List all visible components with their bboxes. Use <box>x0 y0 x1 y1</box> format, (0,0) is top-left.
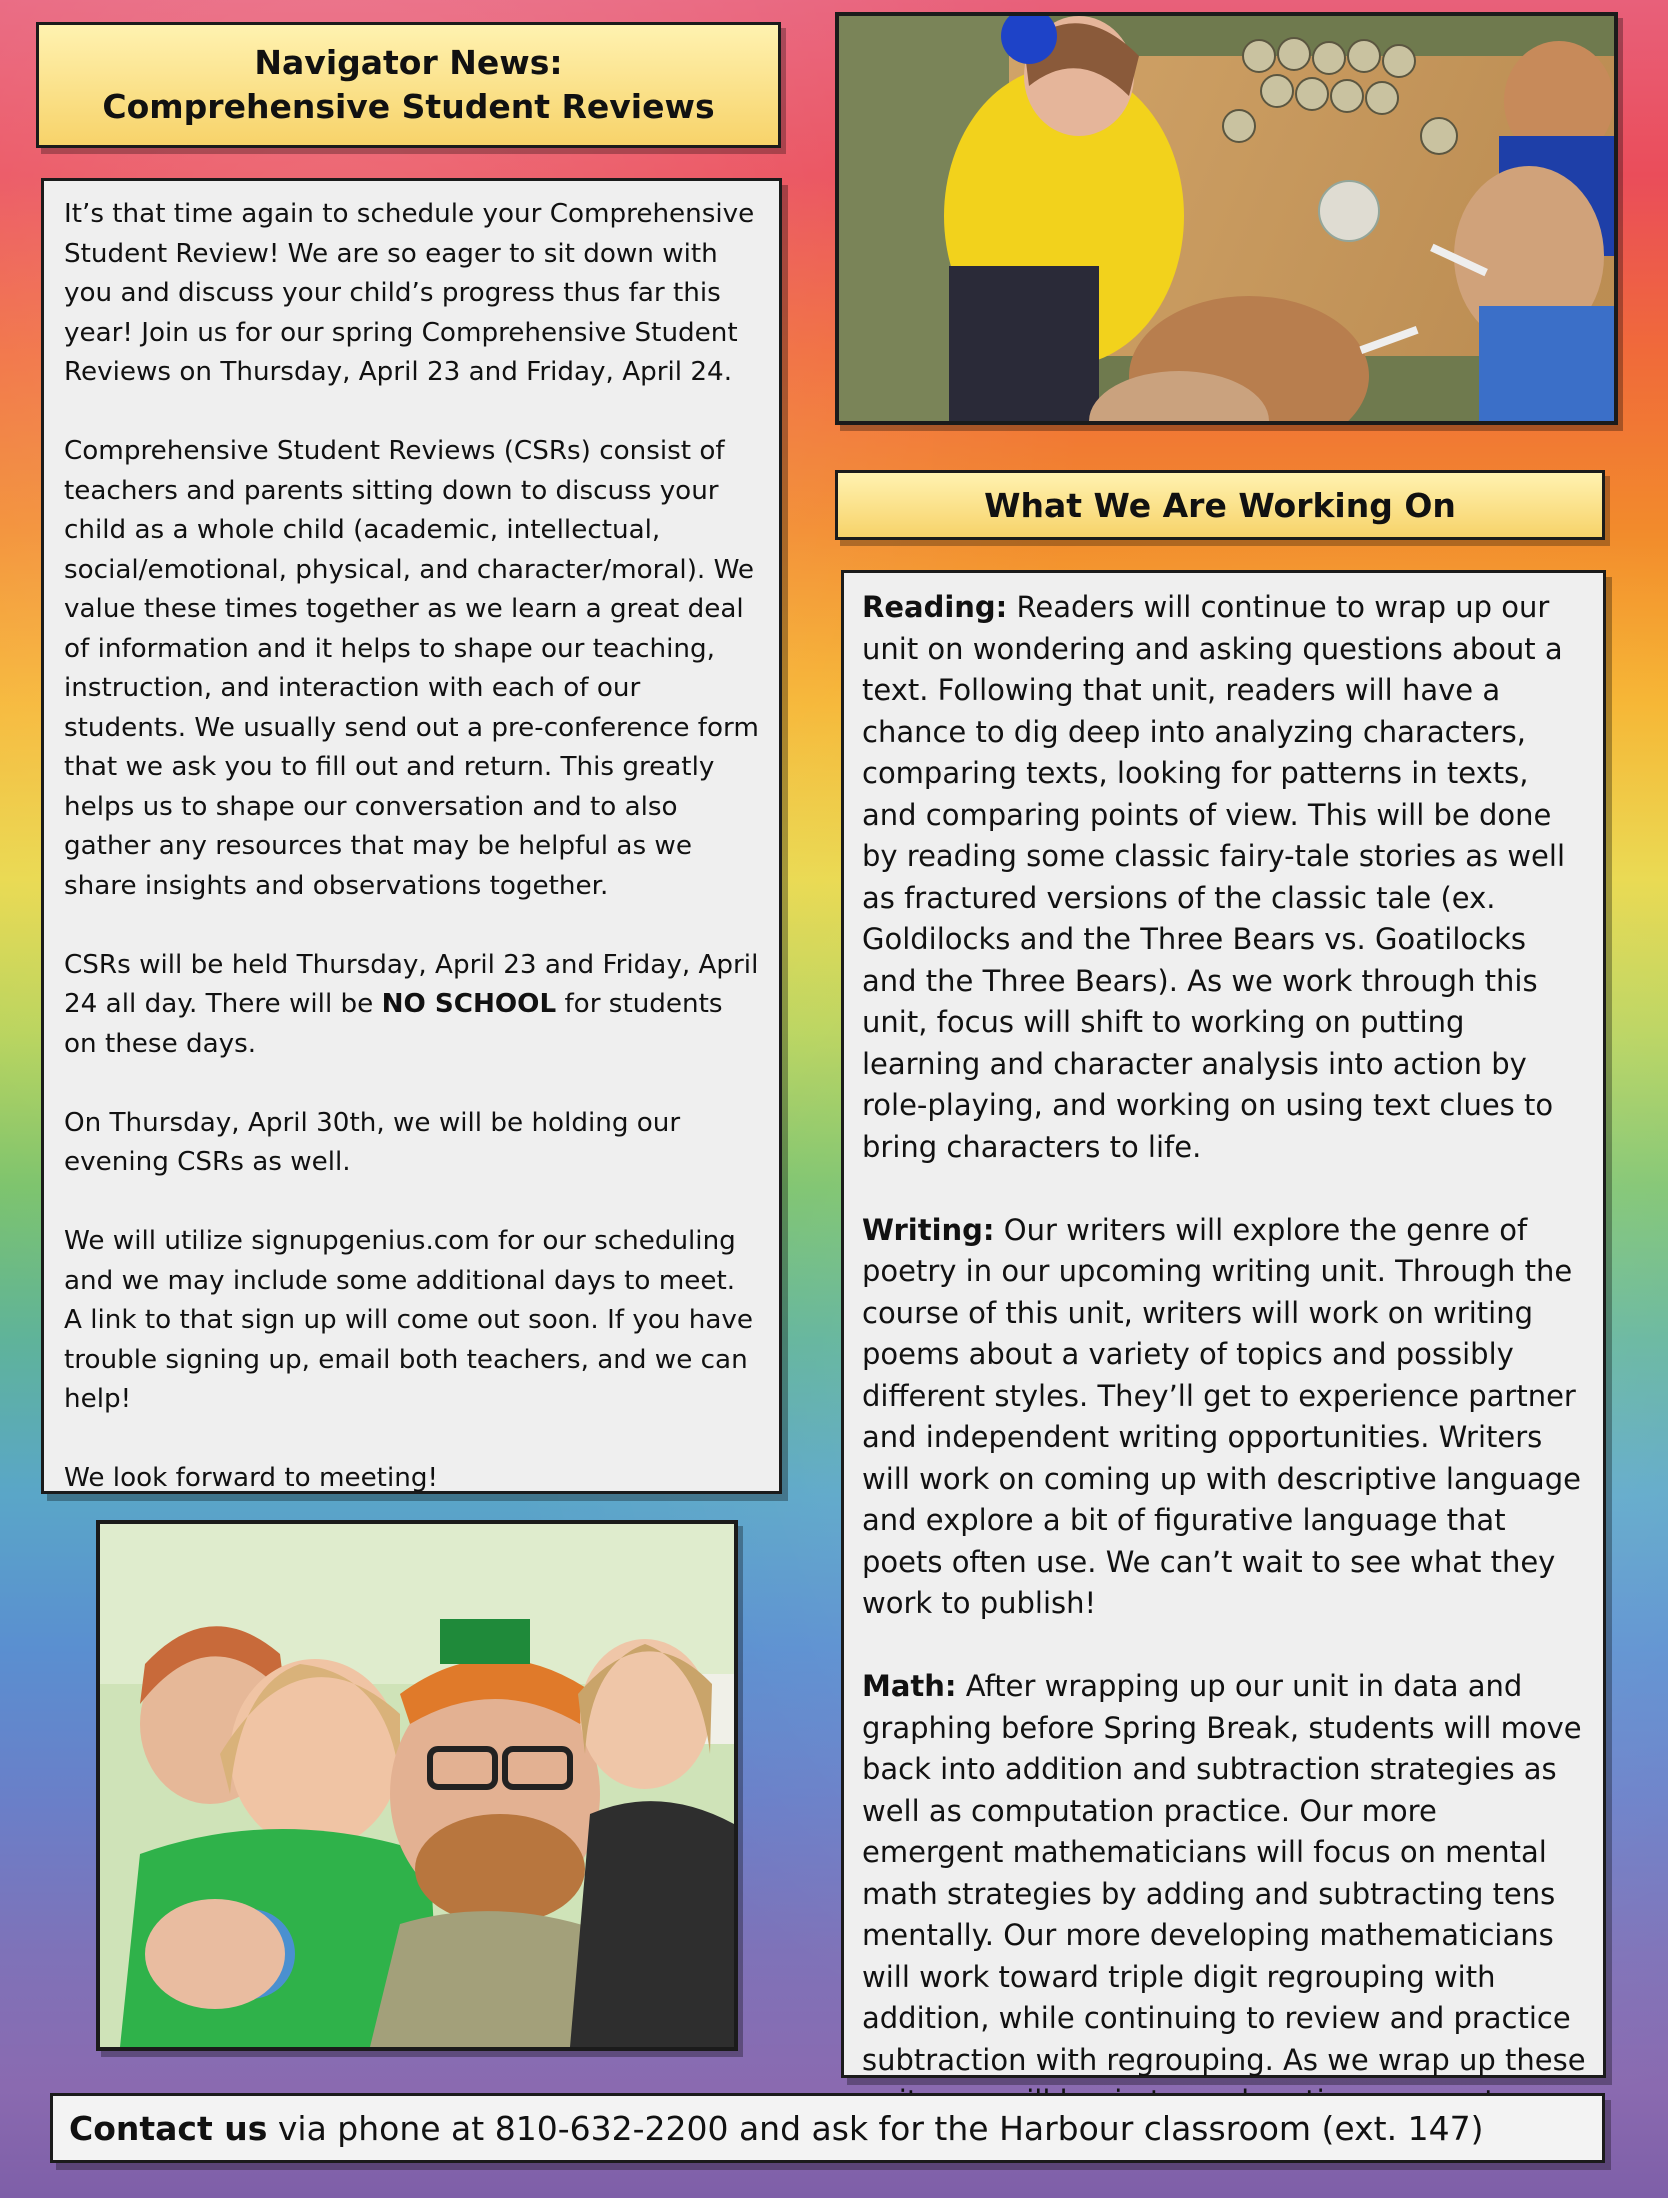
classroom-activity-photo <box>835 12 1618 425</box>
newsletter-title-line2: Comprehensive Student Reviews <box>102 87 715 126</box>
no-school-emphasis: NO SCHOOL <box>381 989 557 1019</box>
signup-paragraph: We will utilize signupgenius.com for our scheduling and we may include some additional days to meet. A link to that sign up will come out soon. If you have trouble signing up, email both teachers, and we can help! <box>64 1226 754 1414</box>
contact-details: via phone at 810-632-2200 and ask for the Harbour classroom (ext. 147) <box>267 2108 1484 2148</box>
class-selfie-photo <box>96 1520 738 2051</box>
csr-dates-text: CSRs will be held Thursday, April 23 and Friday, April 24 all day. There will be <box>64 949 759 1019</box>
csr-info-panel <box>41 178 782 1494</box>
reading-text: Readers will continue to wrap up our unit on wondering and asking questions about a text. Following that unit, readers will have a chance to dig deep into analyzing characters, comparing texts, looking for patterns in texts, and comparing points of view. This will be done by reading some classic fairy-tale stories as well as fractured versions of the classic tale (ex. Goldilocks and the Three Bears vs. Goatilocks and the Three Bears). As we work through this unit, focus will shift to working on putting learning and character analysis into action by role-playing, and working on using text clues to bring characters to life. <box>862 590 1566 1164</box>
contact-label: Contact us <box>69 2108 268 2148</box>
newsletter-title-banner <box>36 22 781 148</box>
csr-dates-text-end: for students on these days. <box>64 989 723 1059</box>
working-on-title: What We Are Working On <box>984 485 1456 525</box>
csr-dates-paragraph <box>64 946 761 1065</box>
closing-paragraph: We look forward to meeting! <box>64 1463 438 1493</box>
reading-paragraph <box>862 587 1587 1168</box>
contact-banner <box>50 2093 1605 2163</box>
writing-paragraph <box>862 1210 1587 1625</box>
csr-description-paragraph: Comprehensive Student Reviews (CSRs) consist of teachers and parents sitting down to discuss your child as a whole child (academic, intellectual, social/emotional, physical, and character/moral). We value these times together as we learn a great deal of information and it helps to shape our teaching, instruction, and interaction with each of our students. We usually send out a pre-conference form that we ask you to fill out and return. This greatly helps us to shape our conversation and to also gather any resources that may be helpful as we share insights and observations together. <box>64 436 759 901</box>
reading-label: Reading: <box>862 590 1008 624</box>
math-label: Math: <box>862 1669 957 1703</box>
evening-csr-paragraph: On Thursday, April 30th, we will be holding our evening CSRs as well. <box>64 1107 681 1177</box>
csr-intro-paragraph: It’s that time again to schedule your Comprehensive Student Review! We are so eager to sit down with you and discuss your child’s progress thus far this year! Join us for our spring Comprehensive Student Reviews on Thursday, April 23 and Friday, April 24. <box>64 199 755 387</box>
writing-label: Writing: <box>862 1212 995 1247</box>
newsletter-title-line1: Navigator News: <box>254 43 563 82</box>
math-text: After wrapping up our unit in data and graphing before Spring Break, students will move back into addition and subtraction strategies as well as computation practice. Our more emergent mathematicians will focus on mental math strategies by adding and subtracting tens mentally. Our more developing mathematicians will work toward triple digit regrouping with addition, while continuing to review and practice subtraction with regrouping. As we wrap up these <box>862 1669 1586 2077</box>
writing-text: Our writers will explore the genre of poetry in our upcoming writing unit. Through the course of this unit, writers will work on writing poems about a variety of topics and possibly different styles. They’ll get to experience partner and independent writing opportunities. Writers will work on coming up with descriptive language and explore a bit of figurative language that poets often use. We can’t wait to see what they work to publish! <box>862 1212 1581 1620</box>
curriculum-panel <box>841 570 1606 2078</box>
working-on-banner <box>835 470 1605 540</box>
math-paragraph <box>862 1666 1587 2123</box>
